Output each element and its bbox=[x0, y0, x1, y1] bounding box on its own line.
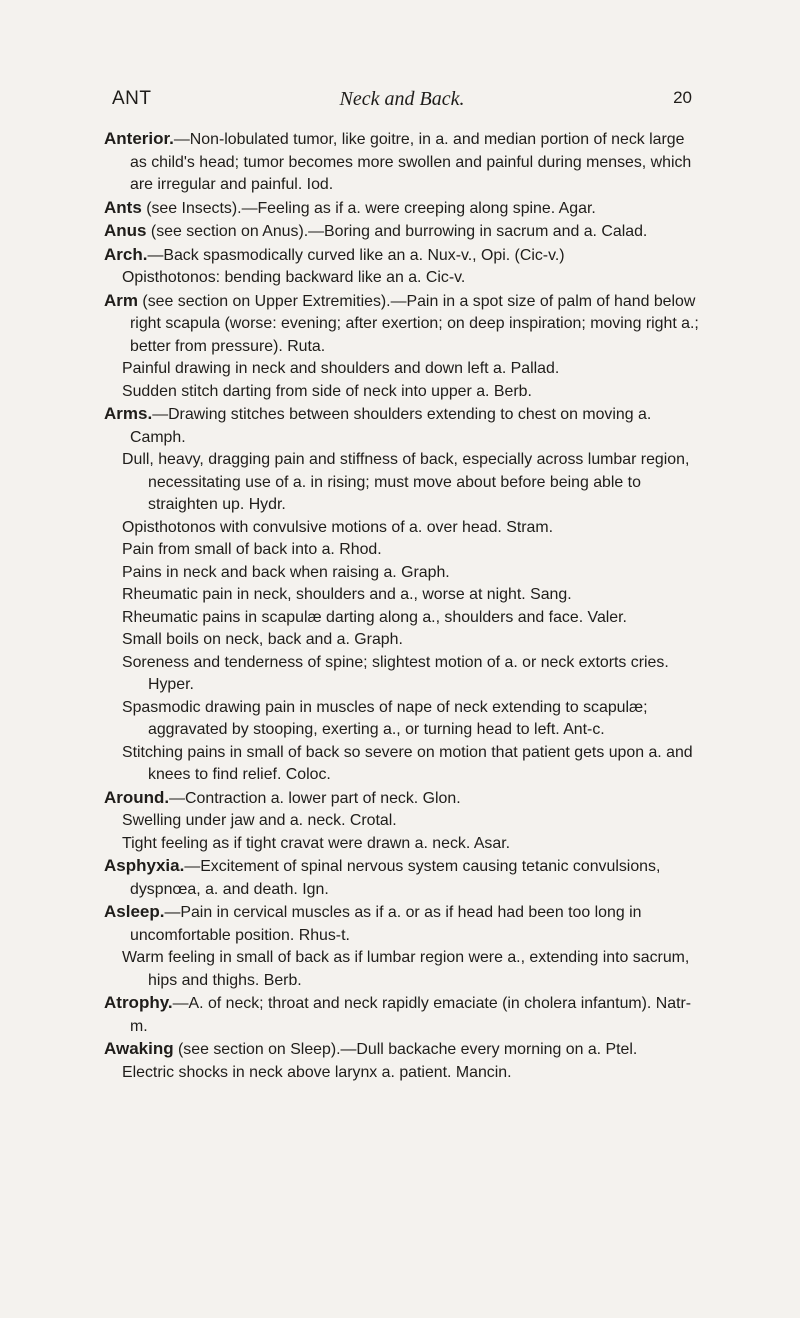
entry-subline: Opisthotonos: bending backward like an a. Cic-v. bbox=[122, 269, 466, 286]
entry-text: (see section on Anus).—Boring and burrowing in sacrum and a. Calad. bbox=[146, 223, 648, 240]
entry-headword: Atrophy. bbox=[104, 993, 173, 1012]
entry-headword: Arm bbox=[104, 290, 139, 310]
entry-text: —Contraction a. lower part of neck. Glon. bbox=[169, 789, 461, 807]
entry bbox=[104, 290, 704, 359]
entry-subline: Opisthotonos with convulsive motions of a. over head. Stram. bbox=[122, 518, 554, 536]
entry-subline: Warm feeling in small of back as if lumbar region were a., extending into sacrum, hips and thighs. Berb. bbox=[122, 949, 690, 989]
entry-subline: Soreness and tenderness of spine; slightest motion of a. or neck extorts cries. Hyper. bbox=[122, 653, 669, 693]
entry-headword: Anus bbox=[104, 221, 147, 240]
header-title: Neck and Back. bbox=[339, 88, 465, 110]
entry-subline: Dull, heavy, dragging pain and stiffness of back, especially across lumbar region, necessitating use of a. in rising; must move about before being able to straighten up. Hydr. bbox=[122, 451, 690, 513]
entry-text: —A. of neck; throat and neck rapidly emaciate (in cholera infantum). Natr-m. bbox=[130, 995, 692, 1035]
entry-subline: Spasmodic drawing pain in muscles of nape of neck extending to scapulæ; aggravated by stooping, exerting a., or turning head to left. Ant-c. bbox=[122, 698, 648, 738]
entry-headword: Arch. bbox=[104, 244, 148, 264]
entry-subline: Sudden stitch darting from side of neck into upper a. Berb. bbox=[122, 382, 532, 400]
entry bbox=[104, 855, 704, 901]
entry-text: —Non-lobulated tumor, like goitre, in a. and median portion of neck large as child's head; tumor becomes more swollen and painful during menses, which are irregular and painful. Iod. bbox=[130, 131, 692, 193]
entry bbox=[104, 901, 704, 947]
entry-text: —Excitement of spinal nervous system causing tetanic convulsions, dyspnœa, a. and death. Ign. bbox=[130, 858, 661, 898]
entry-subline: Painful drawing in neck and shoulders and down left a. Pallad. bbox=[122, 360, 560, 377]
entry-text: —Pain in cervical muscles as if a. or as if head had been too long in uncomfortable position. Rhus-t. bbox=[130, 904, 642, 944]
running-header bbox=[112, 88, 692, 116]
entry-subline: Rheumatic pain in neck, shoulders and a., worse at night. Sang. bbox=[122, 586, 572, 603]
entry-text: (see Insects).—Feeling as if a. were creeping along spine. Agar. bbox=[141, 199, 596, 217]
entry-subline: Pain from small of back into a. Rhod. bbox=[122, 541, 382, 558]
entry-headword: Asphyxia. bbox=[104, 856, 185, 875]
entry bbox=[104, 197, 704, 221]
entry-text: —Back spasmodically curved like an a. Nux-v., Opi. (Cic-v.) bbox=[147, 246, 565, 264]
entry bbox=[104, 128, 704, 197]
entry bbox=[104, 220, 704, 244]
entry-subline: Rheumatic pains in scapulæ darting along a., shoulders and face. Valer. bbox=[122, 608, 627, 626]
entry-text: (see section on Sleep).—Dull backache every morning on a. Ptel. bbox=[173, 1041, 638, 1058]
entry bbox=[104, 992, 704, 1038]
entry bbox=[104, 403, 704, 449]
entry-subline: Small boils on neck, back and a. Graph. bbox=[122, 631, 403, 648]
entry-subline: Stitching pains in small of back so severe on motion that patient gets upon a. and knees to find relief. Coloc. bbox=[122, 743, 693, 783]
entry-subline: Pains in neck and back when raising a. Graph. bbox=[122, 563, 450, 581]
header-guide-word: ANT bbox=[112, 88, 152, 109]
entry-headword: Asleep. bbox=[104, 902, 165, 921]
entry-headword: Awaking bbox=[104, 1039, 174, 1058]
entry-headword: Ants bbox=[104, 197, 142, 217]
entry-text: —Drawing stitches between shoulders extending to chest on moving a. Camph. bbox=[130, 406, 652, 446]
entry-headword: Arms. bbox=[104, 404, 153, 423]
entry-subline: Tight feeling as if tight cravat were drawn a. neck. Asar. bbox=[122, 834, 511, 852]
entry-headword: Around. bbox=[104, 787, 170, 807]
entry-subline: Swelling under jaw and a. neck. Crotal. bbox=[122, 812, 397, 829]
entry-headword: Anterior. bbox=[104, 129, 174, 148]
entry-list bbox=[104, 128, 704, 1084]
entry-text: (see section on Upper Extremities).—Pain in a spot size of palm of hand below right scapula (worse: evening; after exertion; on deep inspiration; moving right a.; better from pressure). Ruta. bbox=[130, 292, 699, 355]
entry bbox=[104, 1038, 704, 1062]
entry bbox=[104, 787, 704, 811]
entry-subline: Electric shocks in neck above larynx a. patient. Mancin. bbox=[122, 1063, 512, 1081]
entry bbox=[104, 244, 704, 268]
page-number: 20 bbox=[673, 88, 692, 107]
